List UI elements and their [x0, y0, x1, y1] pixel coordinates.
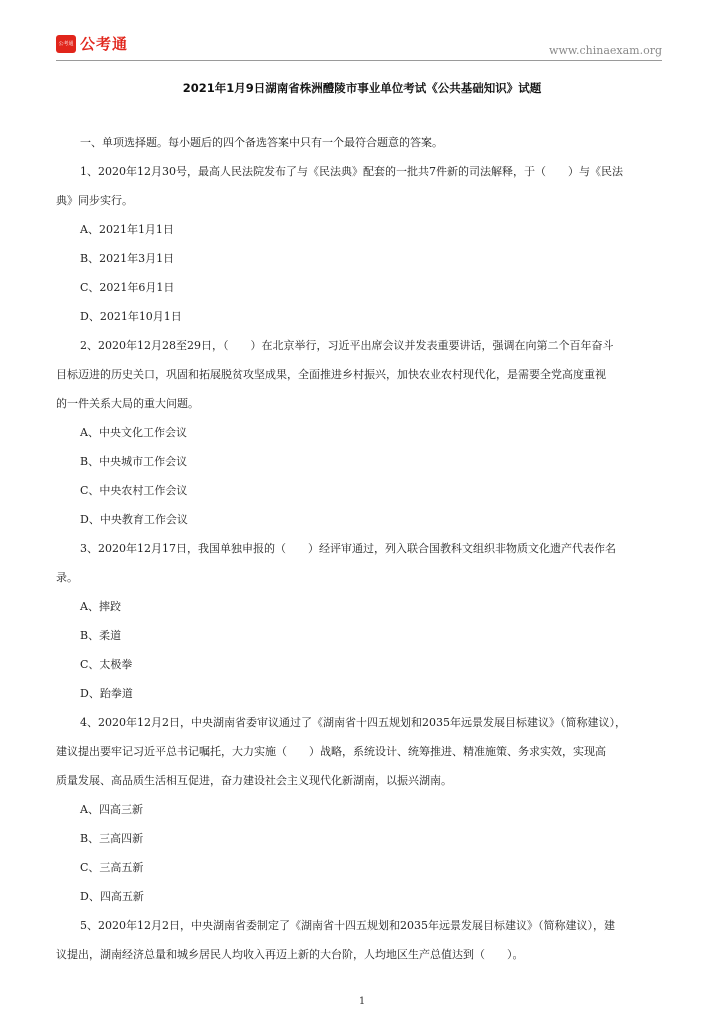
text-line: 1、2020年12月30号，最高人民法院发布了与《民法典》配套的一批共7件新的司法解释，于（ ）与《民法 [80, 165, 623, 178]
logo [56, 33, 128, 54]
text-line: C、2021年6月1日 [80, 281, 175, 294]
text-line: 目标迈进的历史关口，巩固和拓展脱贫攻坚成果，全面推进乡村振兴，加快农业农村现代化，是需要全党高度重视 [56, 368, 606, 381]
text-line: C、太极拳 [80, 658, 133, 671]
text-line: A、四高三新 [80, 803, 143, 816]
page-number: 1 [358, 996, 366, 1007]
text-line: 质量发展、高品质生活相互促进，奋力建设社会主义现代化新湖南，以振兴湖南。 [56, 774, 452, 787]
header-divider [56, 60, 662, 61]
text-line: 4、2020年12月2日，中央湖南省委审议通过了《湖南省十四五规划和2035年远景发展目标建议》（简称建议）， [80, 716, 626, 729]
text-line: B、柔道 [80, 629, 122, 642]
site-url[interactable]: www.chinaexam.org [549, 44, 662, 57]
text-line: 建议提出要牢记习近平总书记嘱托，大力实施（ ）战略，系统设计、统筹推进、精准施策、务求实效，实现高 [56, 745, 606, 758]
document-body [56, 128, 664, 969]
text-line: 典》同步实行。 [56, 194, 133, 207]
text-line: D、中央教育工作会议 [80, 513, 188, 526]
text-line: 3、2020年12月17日，我国单独申报的（ ）经评审通过，列入联合国教科文组织非物质文化遗产代表作名 [80, 542, 616, 555]
text-line: 录。 [56, 571, 78, 584]
page-header [0, 0, 724, 62]
text-line: 2、2020年12月28至29日，（ ）在北京举行，习近平出席会议并发表重要讲话，强调在向第二个百年奋斗 [80, 339, 614, 352]
text-line: D、跆拳道 [80, 687, 133, 700]
text-line: B、中央城市工作会议 [80, 455, 188, 468]
logo-badge-icon: 公考通 [56, 35, 76, 53]
text-line: D、2021年10月1日 [80, 310, 182, 323]
text-line: C、中央农村工作会议 [80, 484, 188, 497]
text-line: 的一件关系大局的重大问题。 [56, 397, 199, 410]
text-line: C、三高五新 [80, 861, 144, 874]
text-line: D、四高五新 [80, 890, 144, 903]
text-line: B、2021年3月1日 [80, 252, 175, 265]
text-line: 一、单项选择题。每小题后的四个备选答案中只有一个最符合题意的答案。 [80, 136, 443, 149]
text-line: A、摔跤 [80, 600, 121, 613]
document-title: 2021年1月9日湖南省株洲醴陵市事业单位考试《公共基础知识》试题 [182, 81, 542, 95]
logo-text: 公考通 [80, 35, 129, 53]
text-line: A、中央文化工作会议 [80, 426, 187, 439]
text-line: 议提出，湖南经济总量和城乡居民人均收入再迈上新的大台阶，人均地区生产总值达到（ ）。 [56, 948, 524, 961]
text-line: B、三高四新 [80, 832, 144, 845]
text-line: A、2021年1月1日 [80, 223, 174, 236]
text-line: 5、2020年12月2日，中央湖南省委制定了《湖南省十四五规划和2035年远景发展目标建议》（简称建议），建 [80, 919, 615, 932]
